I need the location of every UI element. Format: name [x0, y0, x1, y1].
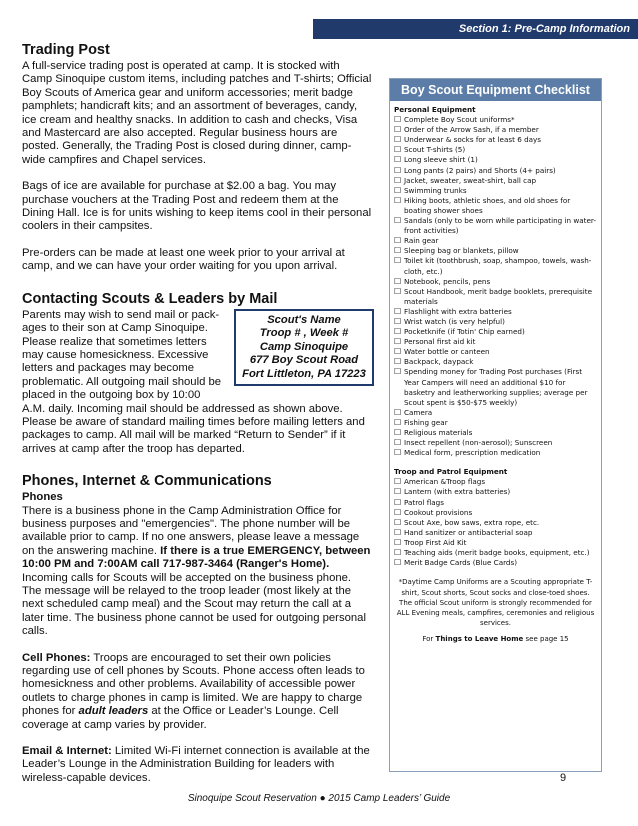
checklist-item-label: Sandals (only to be worn while participating in water-front activities): [404, 216, 596, 236]
checklist-item: [394, 256, 597, 276]
checkbox-icon: ☐: [394, 256, 402, 266]
mail-rest-text: A.M. daily. Incoming mail should be addressed as shown above. Please be aware of standard mailing times before mailing letters and packages to camp. All mail will be marked “Return to Sender” if it arrives at camp after the troop has departed.: [22, 402, 365, 455]
checklist-item-label: Insect repellent (non-aerosol); Sunscreen: [404, 438, 553, 448]
mailing-address-box: [234, 309, 374, 387]
checklist-item: [394, 135, 597, 145]
checkbox-icon: ☐: [394, 276, 402, 286]
email-label: Email & Internet:: [22, 745, 112, 758]
checkbox-icon: ☐: [394, 327, 402, 337]
reference-suffix: see page 15: [523, 634, 569, 643]
checklist-item-label: Scout T-shirts (5): [404, 145, 466, 155]
checklist-item: [394, 236, 597, 246]
mail-intro-text: Parents may wish to send mail or pack-ages to their son at Camp Sinoquipe. Please realize that sometimes letters may cause homesickness. Excessive letters and packages may become problematic. All outgoing mail should be placed in the outgoing box by 10:00: [22, 308, 222, 402]
checkbox-icon: ☐: [394, 115, 402, 125]
checklist-item-label: Medical form, prescription medication: [404, 448, 541, 458]
checklist-item: [394, 115, 597, 125]
checklist-item: [394, 246, 597, 256]
phones-text-c: Incoming calls for Scouts will be accepted on the business phone. The message will be relayed to the troop leader (most likely at the next scheduled camp meal) and the Scout may return the call at a later time. The business phone cannot be used for outgoing personal calls.: [22, 571, 366, 638]
phones-paragraph: [22, 505, 372, 639]
checkbox-icon: ☐: [394, 537, 402, 547]
checklist-item-label: Cookout provisions: [404, 507, 473, 517]
checklist-item: [394, 287, 597, 307]
checklist-item-label: Swimming trunks: [404, 185, 467, 195]
page-number: 9: [560, 772, 567, 784]
checklist-item: [394, 367, 597, 407]
checklist-item-label: Pocketknife (if Totin' Chip earned): [404, 327, 525, 337]
checkbox-icon: ☐: [394, 216, 402, 226]
checklist-item-label: Lantern (with extra batteries): [404, 487, 511, 497]
checkbox-icon: ☐: [394, 558, 402, 568]
phones-heading: Phones, Internet & Communications: [22, 473, 272, 490]
phones-subheading: Phones: [22, 491, 63, 504]
checklist-item-label: Scout Handbook, merit badge booklets, prerequisite materials: [404, 286, 593, 306]
address-line: 677 Boy Scout Road: [249, 354, 359, 367]
checklist-item-label: Patrol flags: [404, 497, 444, 507]
trading-post-paragraph-1: A full-service trading post is operated at camp. It is stocked with Camp Sinoquipe custom items, including patches and T-shirts; Official Boy Scouts of America gear and uniform accessories; merit badge pamphlets; handicraft kits; and an assortment of beverages, candy, ice cream and healthy snacks. In addition to cash and checks, Visa and Mastercard are also accepted. Regular business hours are posted. Generally, the Trading Post is closed during dinner, camp-wide campfires and Chapel services.: [22, 60, 372, 166]
email-text: Limited Wi-Fi internet connection is available at the Leader’s Lounge in the Administration Building for leaders with wireless-capable devices.: [22, 745, 370, 784]
checklist-item-label: Religious materials: [404, 428, 473, 437]
left-column: [22, 42, 372, 798]
checkbox-icon: ☐: [394, 135, 402, 145]
mail-section: [22, 309, 372, 403]
emergency-text: If there is a true EMERGENCY, between 10:00 PM and 7:00AM call 717-987-3464 (Ranger's Home).: [22, 544, 371, 571]
checklist-item-label: Long sleeve shirt (1): [404, 155, 478, 165]
checklist-item: [394, 347, 597, 357]
checklist-item-label: Complete Boy Scout uniforms*: [404, 115, 515, 125]
checklist-item-label: Hand sanitizer or antibacterial soap: [404, 527, 533, 537]
checkbox-icon: ☐: [394, 165, 402, 175]
checkbox-icon: ☐: [394, 548, 402, 558]
checkbox-icon: ☐: [394, 195, 402, 205]
checklist-item-label: Spending money for Trading Post purchases (First Year Campers will need an additional $10 for basketry and leatherworking supplies; average per Scout spent is $50-$75 weekly): [404, 367, 588, 407]
phones-text-a: There is a business phone in the Camp Administration Office for business purposes and "emergencies". The phone number will be available prior to camp. If no one answers, please leave a message on the answering machine.: [22, 504, 360, 557]
checklist-item-label: Camera: [404, 407, 433, 417]
checklist-item-label: Fishing gear: [404, 417, 448, 427]
trading-post-heading: Trading Post: [22, 42, 110, 58]
checklist-item-label: Jacket, sweater, sweat-shirt, ball cap: [404, 175, 537, 185]
section-header-bar: [313, 19, 638, 39]
checklist-item: [394, 548, 597, 558]
mail-heading: Contacting Scouts & Leaders by Mail: [22, 290, 278, 307]
checklist-item: [394, 508, 597, 518]
troop-equipment-heading: Troop and Patrol Equipment: [394, 467, 508, 477]
checklist-item-label: Scout Axe, bow saws, extra rope, etc.: [404, 517, 540, 527]
checklist-item-label: Wrist watch (is very helpful): [404, 316, 505, 326]
checkbox-icon: ☐: [394, 286, 402, 296]
checkbox-icon: ☐: [394, 438, 402, 448]
checkbox-icon: ☐: [394, 407, 402, 417]
trading-post-paragraph-3: Pre-orders can be made at least one week prior to your arrival at camp, and we can have your order waiting for you upon arrival.: [22, 246, 345, 273]
checklist-item: [394, 448, 597, 458]
checklist-item: [394, 528, 597, 538]
checklist-item-label: Personal first aid kit: [404, 337, 476, 347]
checklist-item: [394, 176, 597, 186]
checkbox-icon: ☐: [394, 246, 402, 256]
checklist-item-label: Notebook, pencils, pens: [404, 276, 491, 286]
section-title: Section 1: Pre-Camp Information: [458, 23, 630, 35]
checklist-item: [394, 307, 597, 317]
checklist-body: [390, 101, 601, 644]
checklist-item: [394, 518, 597, 528]
trading-post-paragraph-2: Bags of ice are available for purchase at $2.00 a bag. You may purchase vouchers at the Trading Post and redeem them at the Dining Hall. Ice is for units wishing to keep items cool in their personal coolers in their campsites.: [22, 180, 372, 233]
checkbox-icon: ☐: [394, 185, 402, 195]
reference-prefix: For: [422, 634, 436, 643]
checkbox-icon: ☐: [394, 527, 402, 537]
checkbox-icon: ☐: [394, 367, 402, 377]
checklist-item-label: Teaching aids (merit badge books, equipment, etc.): [404, 548, 590, 558]
checklist-item: [394, 558, 597, 568]
checklist-item: [394, 277, 597, 287]
checkbox-icon: ☐: [394, 417, 402, 427]
reference-link-text: Things to Leave Home: [435, 634, 524, 643]
cell-phones-label: Cell Phones:: [22, 651, 91, 664]
adult-leaders-emphasis: adult leaders: [78, 705, 149, 718]
checklist-item-label: Troop First Aid Kit: [404, 537, 467, 547]
cell-text-a: Troops are encouraged to set their own policies regarding use of cell phones by Scouts. Phone access often leads to homesickness and other problems. Availability of accessible power outlets to charge phones in camp is limited. We are happy to charge phones for: [22, 651, 365, 718]
checkbox-icon: ☐: [394, 125, 402, 135]
address-line: Fort Littleton, PA 17223: [242, 367, 366, 380]
cell-text-b: at the Office or Leader’s Lounge. Cell coverage at camp varies by provider.: [22, 705, 339, 731]
checkbox-icon: ☐: [394, 507, 402, 517]
checklist-item: [394, 408, 597, 418]
checklist-item: [394, 166, 597, 176]
checklist-item: [394, 538, 597, 548]
checklist-item-label: Merit Badge Cards (Blue Cards): [404, 558, 518, 568]
checklist-item-label: Flashlight with extra batteries: [404, 306, 512, 316]
checkbox-icon: ☐: [394, 497, 402, 507]
checkbox-icon: ☐: [394, 306, 402, 316]
cell-phones-paragraph: [22, 652, 372, 732]
checklist-item: [394, 125, 597, 135]
troop-equipment-list: [394, 477, 597, 568]
equipment-checklist: [389, 78, 602, 772]
uniform-note: *Daytime Camp Uniforms are a Scouting appropriate T-shirt, Scout shorts, Scout socks and close-toed shoes. The official Scout uniform is strongly recommended for ALL Evening meals, campfires, ceremonies and religious services.: [396, 578, 595, 628]
checklist-item: [394, 317, 597, 327]
footer-text: Sinoquipe Scout Reservation ● 2015 Camp Leaders’ Guide: [187, 793, 451, 804]
checklist-item-label: Toilet kit (toothbrush, soap, shampoo, towels, wash-cloth, etc.): [404, 256, 592, 276]
checklist-item-label: Rain gear: [404, 236, 439, 246]
checkbox-icon: ☐: [394, 145, 402, 155]
checklist-item: [394, 216, 597, 236]
checklist-item: [394, 418, 597, 428]
personal-equipment-heading: Personal Equipment: [394, 105, 476, 114]
address-line: Troop # , Week #: [259, 327, 349, 340]
checklist-item: [394, 186, 597, 196]
checklist-item-label: Backpack, daypack: [404, 357, 474, 367]
checklist-item: [394, 477, 597, 487]
checkbox-icon: ☐: [394, 477, 402, 487]
checkbox-icon: ☐: [394, 236, 402, 246]
checkbox-icon: ☐: [394, 155, 402, 165]
checklist-item: [394, 498, 597, 508]
checklist-item-label: American &Troop flags: [404, 477, 486, 487]
checkbox-icon: ☐: [394, 448, 402, 458]
checkbox-icon: ☐: [394, 517, 402, 527]
checklist-title: Boy Scout Equipment Checklist: [390, 79, 601, 101]
checkbox-icon: ☐: [394, 175, 402, 185]
checklist-item-label: Long pants (2 pairs) and Shorts (4+ pairs): [404, 165, 556, 175]
checklist-item-label: Hiking boots, athletic shoes, and old shoes for boating shower shoes: [404, 195, 571, 215]
checkbox-icon: ☐: [394, 357, 402, 367]
address-line: Camp Sinoquipe: [259, 340, 349, 353]
checklist-item: [394, 337, 597, 347]
checklist-item-label: Water bottle or canteen: [404, 347, 490, 357]
checklist-item: [394, 428, 597, 438]
checklist-item: [394, 487, 597, 497]
leave-home-reference: [394, 634, 597, 644]
checklist-item: [394, 357, 597, 367]
checkbox-icon: ☐: [394, 487, 402, 497]
checklist-item: [394, 155, 597, 165]
checklist-item: [394, 196, 597, 216]
checklist-item-label: Sleeping bag or blankets, pillow: [404, 246, 519, 256]
email-paragraph: [22, 745, 372, 785]
checklist-item: [394, 145, 597, 155]
checklist-item-label: Order of the Arrow Sash, if a member: [404, 125, 539, 135]
checklist-item: [394, 438, 597, 448]
checklist-item-label: Underwear & socks for at least 6 days: [404, 135, 542, 145]
page-footer: [0, 793, 638, 804]
checkbox-icon: ☐: [394, 428, 402, 437]
checkbox-icon: ☐: [394, 337, 402, 347]
address-line: Scout's Name: [267, 313, 341, 326]
personal-equipment-list: [394, 115, 597, 458]
checkbox-icon: ☐: [394, 347, 402, 357]
checklist-item: [394, 327, 597, 337]
checkbox-icon: ☐: [394, 316, 402, 326]
